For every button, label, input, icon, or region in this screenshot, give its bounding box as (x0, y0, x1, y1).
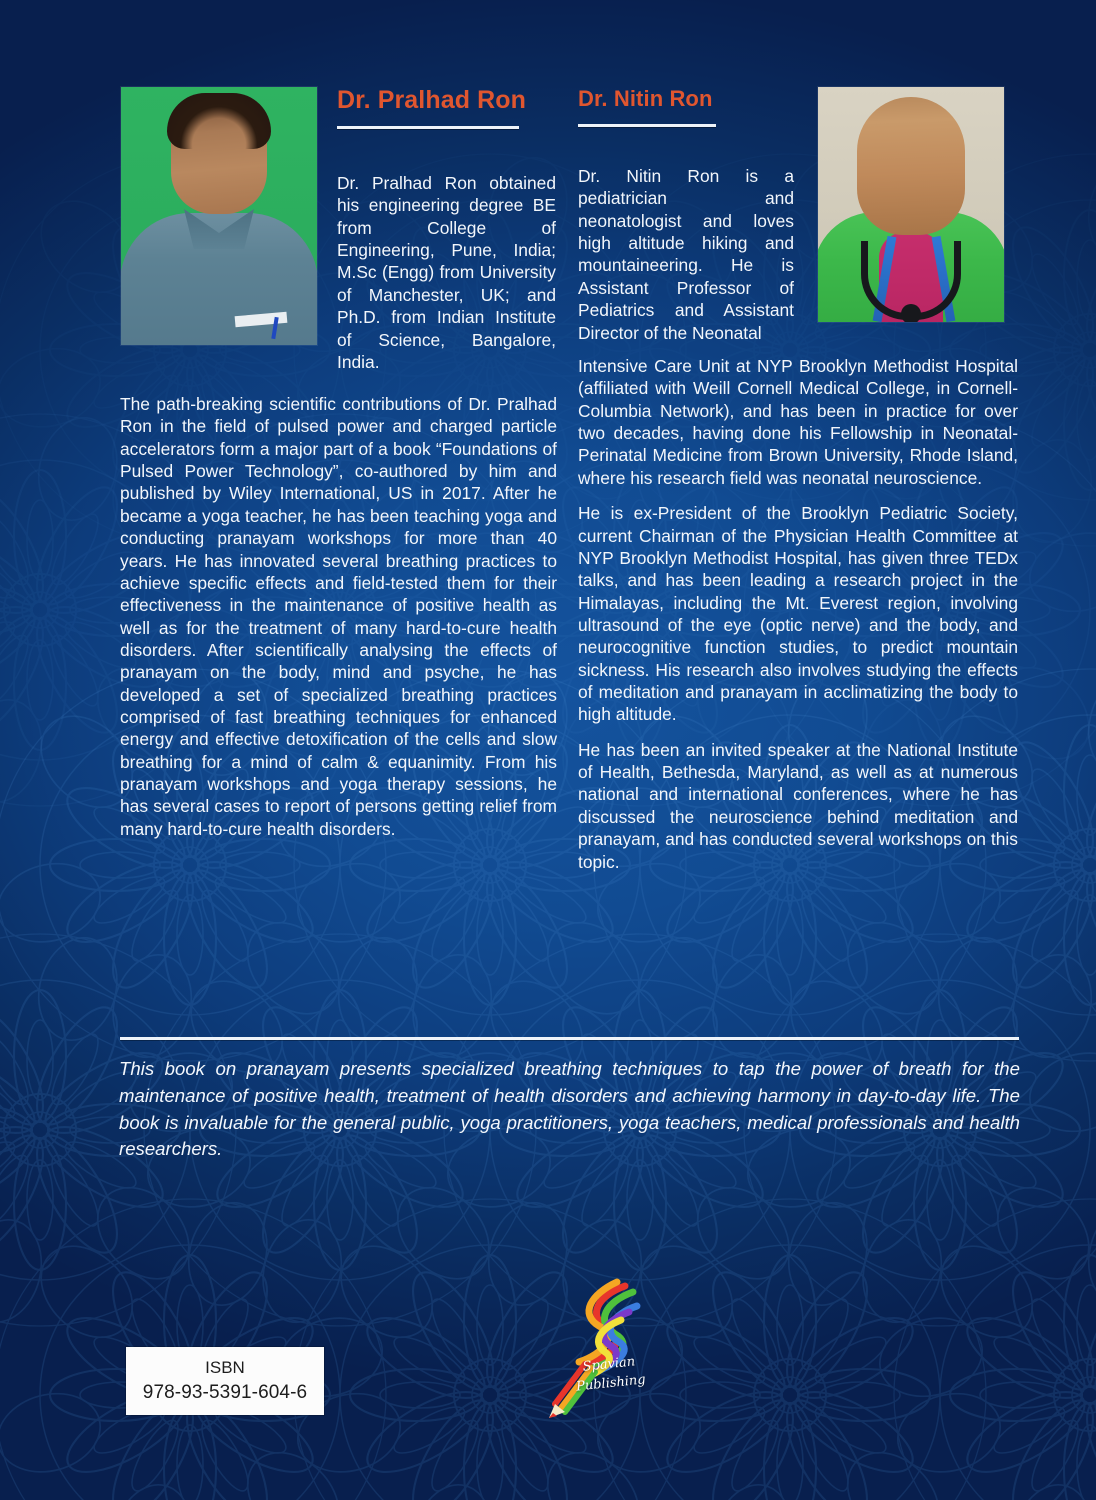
author-bio-nitin (578, 355, 1018, 873)
author-heading-nitin: Dr. Nitin Ron (578, 86, 713, 111)
author-intro-nitin: Dr. Nitin Ron is a pediatrician and neonatologist and loves high altitude hiking and mountaineering. He is Assistant Professor of Pediatrics and Assistant Director of the Neonatal (578, 166, 794, 343)
bio-paragraph: The path-breaking scientific contributions of Dr. Pralhad Ron in the field of pulsed power and charged particle accelerators form a major part of a book “Foundations of Pulsed Power Technology”, co-authored by him and published by Wiley International, US in 2017. After he became a yoga teacher, he has been teaching yoga and conducting pranayam workshops for more than 40 years. He has innovated several breathing practices to achieve specific effects and field-tested them for their effectiveness in the maintenance of positive health as well as for the treatment of many hard-to-cure health disorders. After scientifically analysing the effects of pranayam on the body, mind and psyche, he has developed a set of specialized breathing practices comprised of fast breathing techniques for enhanced energy and effective detoxification of the cells and slow breathing for a mind of calm & equanimity. From his pranayam workshops and yoga therapy sessions, he has several cases to report of persons getting relief from many hard-to-cure health disorders. (120, 394, 557, 839)
stethoscope-bell (901, 304, 921, 322)
isbn-label: ISBN (205, 1357, 245, 1377)
publisher-name-line1: Spavian (581, 1354, 636, 1375)
portrait-pralhad-ron (121, 87, 317, 345)
bio-paragraph: Intensive Care Unit at NYP Brooklyn Methodist Hospital (affiliated with Weill Cornell Medical College, in Cornell-Columbia Network), and has been in practice for over two decades, having done his Fellowship in Neonatal-Perinatal Medicine from Brown University, Rhode Island, where his research field was neonatal neuroscience. (578, 356, 1018, 488)
portrait-body (121, 213, 317, 345)
book-blurb: This book on pranayam presents specialized breathing techniques to tap the power of breath for the maintenance of positive health, treatment of health disorders and achieving harmony in day-to-day life. The book is invaluable for the general public, yoga practitioners, yoga teachers, medical professionals and health researchers. (119, 1058, 1020, 1160)
bio-paragraph: He is ex-President of the Brooklyn Pediatric Society, current Chairman of the Physician Health Committee at NYP Brooklyn Methodist Hospital, has given three TEDx talks, and has been leading a research project in the Himalayas, including the Mt. Everest region, involving ultrasound of the eye (optic nerve) and the body, and neurocognitive function studies, to predict mountain sickness. His research also involves studying the effects of meditation and pranayam in acclimatizing the body to high altitude. (578, 503, 1018, 725)
isbn-number: 978-93-5391-604-6 (142, 1381, 308, 1403)
portrait-nitin-ron (818, 87, 1004, 322)
heading-rule-pralhad (337, 126, 519, 129)
author-heading-pralhad: Dr. Pralhad Ron (337, 86, 527, 114)
publisher-logo (533, 1272, 661, 1418)
portrait-head (857, 97, 965, 235)
isbn-box (126, 1347, 324, 1415)
bio-paragraph: He has been an invited speaker at the National Institute of Health, Bethesda, Maryland, as well as at numerous national and international conferences, where he has discussed the neuroscience behind meditation and pranayam, and has conducted several workshops on this topic. (578, 739, 1018, 872)
author-intro-pralhad: Dr. Pralhad Ron obtained his engineering degree BE from College of Engineering, Pune, India; M.Sc (Engg) from University of Manchester, UK; and Ph.D. from Indian Institute of Science, Bangalore, India. (337, 173, 556, 372)
portrait-hair (167, 93, 271, 149)
author-bio-pralhad (120, 393, 557, 840)
publisher-name-line2: Publishing (575, 1372, 647, 1395)
heading-rule-nitin (578, 124, 716, 127)
section-divider (120, 1037, 1019, 1040)
